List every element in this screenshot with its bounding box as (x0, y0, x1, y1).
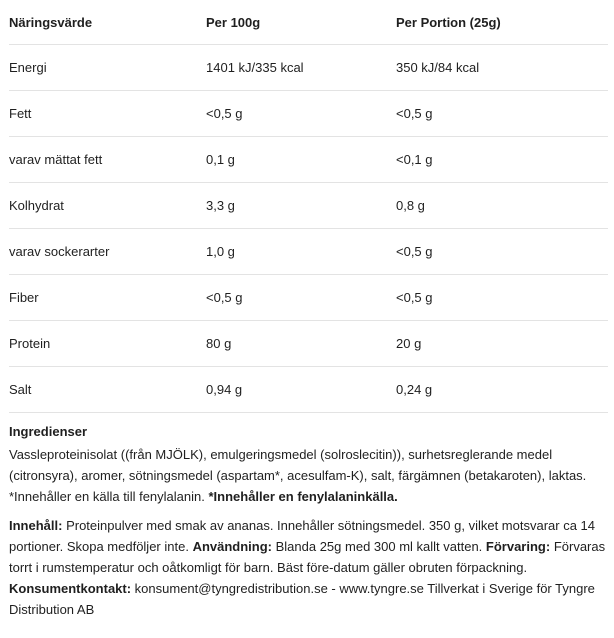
value-per-portion: <0,5 g (394, 229, 608, 275)
value-per-portion: <0,5 g (394, 275, 608, 321)
content-text: Proteinpulver med smak av ananas. Innehåller sötningsmedel. 350 g, vilket motsvarar ca 14 portioner. Skopa medföljer inte. (9, 518, 596, 554)
value-per-portion: <0,1 g (394, 137, 608, 183)
value-per-portion: <0,5 g (394, 91, 608, 137)
ingredients-text (9, 444, 608, 507)
header-nutrient: Näringsvärde (9, 0, 204, 45)
nutrition-table (9, 0, 608, 413)
product-details (9, 515, 608, 620)
table-row (9, 229, 608, 275)
table-row (9, 275, 608, 321)
value-per-100g: 1,0 g (204, 229, 394, 275)
value-per-100g: <0,5 g (204, 91, 394, 137)
value-per-100g: 0,94 g (204, 367, 394, 413)
content-label: Innehåll: (9, 518, 63, 533)
value-per-100g: 3,3 g (204, 183, 394, 229)
table-row (9, 183, 608, 229)
table-row (9, 367, 608, 413)
nutrient-name: Kolhydrat (9, 183, 204, 229)
contact-text: konsument@tyngredistribution.se - www.tyngre.se Tillverkat i Sverige för Tyngre Distribution AB (9, 581, 595, 617)
header-per-portion: Per Portion (25g) (394, 0, 608, 45)
nutrient-name: varav sockerarter (9, 229, 204, 275)
value-per-portion: 0,8 g (394, 183, 608, 229)
nutrient-name: Energi (9, 45, 204, 91)
table-row (9, 91, 608, 137)
value-per-100g: 1401 kJ/335 kcal (204, 45, 394, 91)
storage-text: Förvaras torrt i rumstemperatur och oåtkomligt för barn. Bäst före-datum gäller obruten förpackning. (9, 539, 606, 575)
table-row (9, 137, 608, 183)
nutrition-header-row (9, 0, 608, 45)
ingredients-body: Vassleproteinisolat ((från MJÖLK), emulgeringsmedel (solroslecitin)), surhetsreglerande medel (citronsyra), aromer, sötningsmedel (aspartam*, acesulfam-K), salt, färgämnen (betakaroten), laktas. *Innehåller en källa till fenylalanin. (9, 447, 587, 504)
value-per-portion: 350 kJ/84 kcal (394, 45, 608, 91)
nutrient-name: varav mättat fett (9, 137, 204, 183)
value-per-portion: 20 g (394, 321, 608, 367)
usage-text: Blanda 25g med 300 ml kallt vatten. (272, 539, 486, 554)
nutrient-name: Salt (9, 367, 204, 413)
nutrient-name: Fiber (9, 275, 204, 321)
value-per-100g: 0,1 g (204, 137, 394, 183)
value-per-100g: <0,5 g (204, 275, 394, 321)
phenylalanine-note: *Innehåller en fenylalaninkälla. (208, 489, 398, 504)
nutrient-name: Protein (9, 321, 204, 367)
contact-label: Konsumentkontakt: (9, 581, 132, 596)
usage-label: Användning: (192, 539, 272, 554)
nutrient-name: Fett (9, 91, 204, 137)
header-per-100g: Per 100g (204, 0, 394, 45)
value-per-100g: 80 g (204, 321, 394, 367)
table-row (9, 321, 608, 367)
storage-label: Förvaring: (485, 539, 551, 554)
table-row (9, 45, 608, 91)
value-per-portion: 0,24 g (394, 367, 608, 413)
ingredients-title: Ingredienser (9, 424, 88, 439)
